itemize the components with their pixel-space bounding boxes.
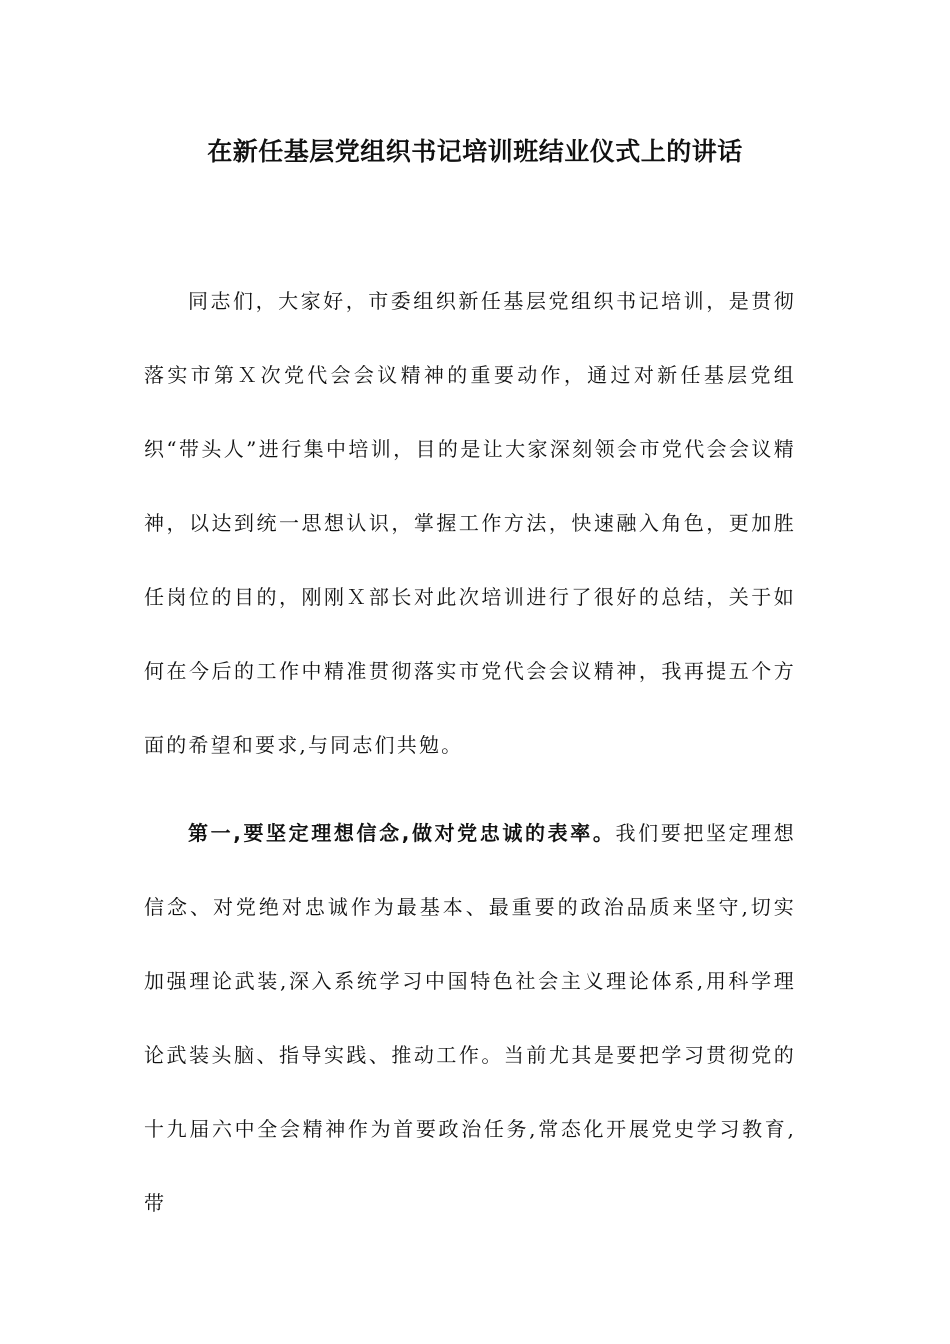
document-title: 在新任基层党组织书记培训班结业仪式上的讲话 — [207, 137, 743, 166]
paragraph-first-point-lead: 第一,要坚定理想信念,做对党忠诚的表率。 — [188, 821, 616, 845]
paragraph-opening — [144, 264, 796, 782]
paragraph-opening-text: 同志们，大家好，市委组织新任基层党组织书记培训，是贯彻落实市第Ｘ次党代会会议精神的重要动作，通过对新任基层党组织“带头人”进行集中培训，目的是让大家深刻领会市党代会会议精神，以达到统一思想认识，掌握工作方法，快速融入角色，更加胜任岗位的目的，刚刚Ｘ部长对此次培训进行了很好的总结，关于如何在今后的工作中精准贯彻落实市党代会会议精神，我再提五个方面的希望和要求,与同志们共勉。 — [144, 289, 796, 757]
paragraph-first-point-text: 我们要把坚定理想信念、对党绝对忠诚作为最基本、最重要的政治品质来坚守,切实加强理论武装,深入系统学习中国特色社会主义理论体系,用科学理论武装头脑、指导实践、推动工作。当前尤其是要把学习贯彻党的十九届六中全会精神作为首要政治任务,常态化开展党史学习教育,带 — [144, 821, 796, 1215]
paragraph-first-point — [144, 796, 796, 1240]
